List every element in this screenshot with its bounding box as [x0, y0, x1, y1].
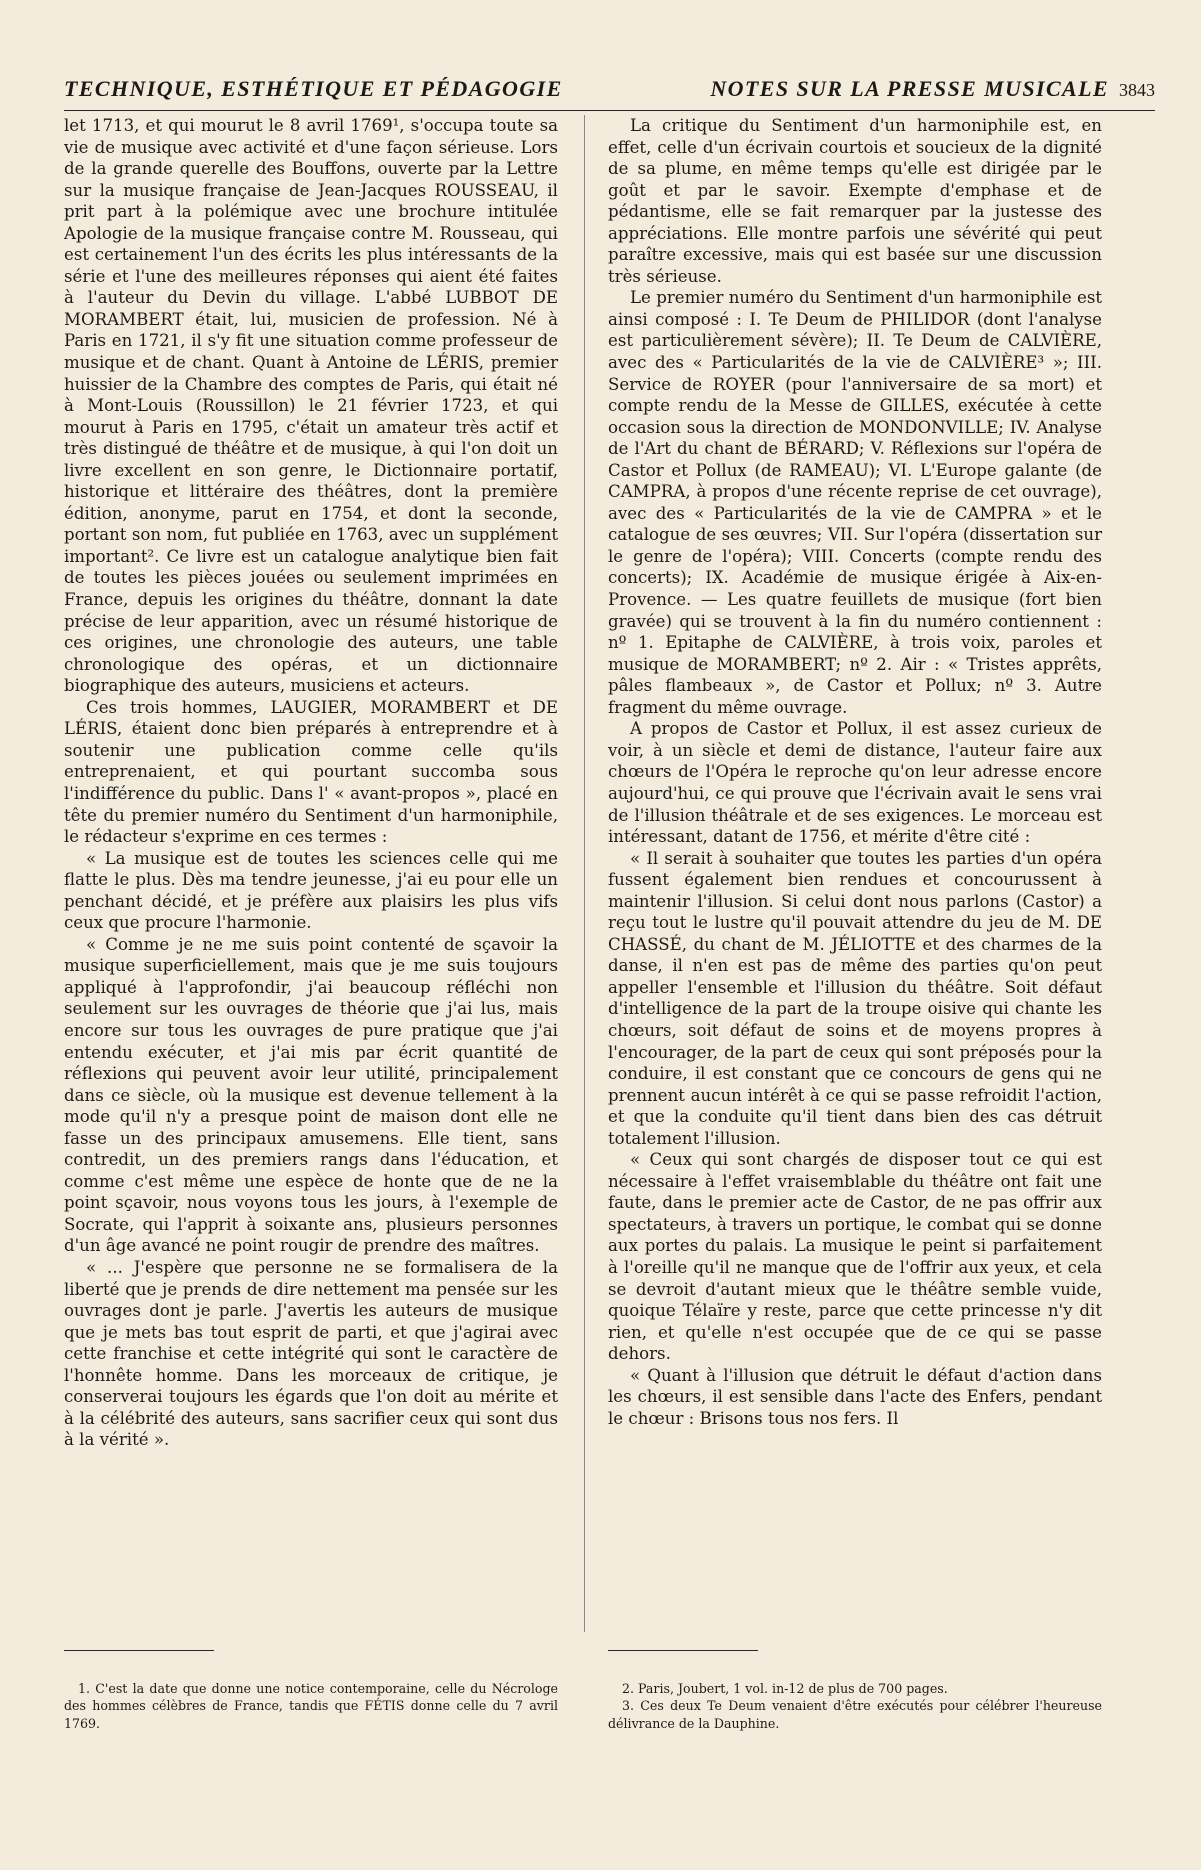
paragraph: A propos de Castor et Pollux, il est assez curieux de voir, à un siècle et demi de distance, l'auteur faire aux chœurs de l'Opéra le reproche qu'on leur adresse encore aujourd'hui, ce qui prouve que l'écrivain avait le sens vrai de l'illusion théâtrale et de ses exigences. Le morceau est intéressant, datant de 1756, et mérite d'être cité : [608, 719, 1102, 847]
header-rule [64, 110, 1155, 111]
running-header [64, 76, 1155, 108]
running-title-right-text: NOTES SUR LA PRESSE MUSICALE [710, 76, 1109, 101]
footnote-rule-right [608, 1650, 758, 1651]
page-number: 3843 [1119, 80, 1155, 100]
footnote: 3. Ces deux Te Deum venaient d'être exécutés pour célébrer l'heureuse délivrance de la Dauphine. [608, 1698, 1102, 1731]
quote-paragraph: « La musique est de toutes les sciences celle qui me flatte le plus. Dès ma tendre jeunesse, j'ai eu pour elle un penchant décidé, et je préfère aux plaisirs les plus vifs ceux que procure l'harmonie. [64, 848, 558, 933]
footnote-rule-left [64, 1650, 214, 1651]
quote-paragraph: « Quant à l'illusion que détruit le défaut d'action dans les chœurs, il est sensible dans l'acte des Enfers, pendant le chœur : Brisons tous nos fers. Il [608, 1365, 1102, 1428]
paragraph: Le premier numéro du Sentiment d'un harmoniphile est ainsi composé : I. Te Deum de PHILIDOR (dont l'analyse est particulièrement sévère); II. Te Deum de CALVIÈRE, avec des « Particularités de la vie de CALVIÈRE³ »; III. Service de ROYER (pour l'anniversaire de sa mort) et compte rendu de la Messe de GILLES, exécutée à cette occasion sous la direction de MONDONVILLE; IV. Analyse de l'Art du chant de BÉRARD; V. Réflexions sur l'opéra de Castor et Pollux (de RAMEAU); VI. L'Europe galante (de CAMPRA, à propos d'une récente reprise de cet ouvrage), avec des « Particularités de la vie de CAMPRA » et le catalogue de ses œuvres; VII. Sur l'opéra (dissertation sur le genre de l'opéra); VIII. Concerts (compte rendu des concerts); IX. Académie de musique érigée à Aix-en-Provence. — Les quatre feuillets de musique (fort bien gravée) qui se trouvent à la fin du numéro contiennent : nº 1. Epitaphe de CALVIÈRE, à trois voix, paroles et musique de MORAMBERT; nº 2. Air : « Tristes apprêts, pâles flambeaux », de Castor et Pollux; nº 3. Autre fragment du même ouvrage. [608, 288, 1102, 717]
left-column [64, 115, 558, 1451]
footnote: 2. Paris, Joubert, 1 vol. in-12 de plus de 700 pages. [622, 1681, 948, 1696]
paragraph: Ces trois hommes, LAUGIER, MORAMBERT et DE LÉRIS, étaient donc bien préparés à entreprendre et à soutenir une publication comme celle qu'ils entreprenaient, et qui pourtant succomba sous l'indifférence du public. Dans l' « avant-propos », placé en tête du premier numéro du Sentiment d'un harmoniphile, le rédacteur s'exprime en ces termes : [64, 697, 558, 847]
footnotes-left [64, 1680, 558, 1732]
quote-paragraph: « Il serait à souhaiter que toutes les parties d'un opéra fussent également bien rendues et concourussent à maintenir l'illusion. Si celui dont nous parlons (Castor) a reçu tout le lustre qu'il pouvait attendre du jeu de M. DE CHASSÉ, du chant de M. JÉLIOTTE et des charmes de la danse, il n'en est pas de même des parties qu'on peut appeller l'ensemble et l'illusion du théâtre. Soit défaut d'intelligence de la part de la troupe oisive qui chante les chœurs, soit défaut de soins et de moyens propres à l'encourager, de la part de ceux qui sont préposés pour la conduire, il est constant que ce concours de gens qui ne prennent aucun intérêt à ce qui se passe refroidit l'action, et que la conduite qu'il tient dans bien des cas détruit totalement l'illusion. [608, 848, 1102, 1148]
right-column [608, 115, 1102, 1429]
running-title-left: TECHNIQUE, ESTHÉTIQUE ET PÉDAGOGIE [64, 76, 563, 101]
quote-paragraph: « Ceux qui sont chargés de disposer tout ce qui est nécessaire à l'effet vraisemblable du théâtre ont fait une faute, dans le premier acte de Castor, de ne pas offrir aux spectateurs, à travers un portique, le combat qui se donne aux portes du palais. La musique le peint si parfaitement à l'oreille qu'il ne manque que de l'offrir aux yeux, et cela se devroit d'autant mieux que le théâtre semble vuide, quoique Télaïre y reste, parce que cette princesse n'y dit rien, et qu'elle n'est occupée que de ce qui se passe dehors. [608, 1150, 1102, 1364]
quote-paragraph: « Comme je ne me suis point contenté de sçavoir la musique superficiellement, mais que je me suis toujours appliqué à l'approfondir, j'ai beaucoup réfléchi non seulement sur les ouvrages de théorie que j'ai lus, mais encore sur tous les ouvrages de pure pratique que j'ai entendu exécuter, et j'ai mis par écrit quantité de réflexions qui peuvent avoir leur utilité, principalement dans ce siècle, où la musique est devenue tellement à la mode qu'il n'y a presque point de maison dont elle ne fasse un des principaux amusemens. Elle tient, sans contredit, un des premiers rangs dans l'éducation, et comme c'est même une espèce de honte que de ne la point sçavoir, nous voyons tous les jours, à l'exemple de Socrate, qui l'apprit à soixante ans, plusieurs personnes d'un âge avancé ne point rougir de prendre des maîtres. [64, 934, 558, 1256]
quote-paragraph: « ... J'espère que personne ne se formalisera de la liberté que je prends de dire nettement ma pensée sur les ouvrages dont je parle. J'avertis les auteurs de musique que je mets bas tout esprit de parti, et que j'agirai avec cette franchise et cette intégrité qui sont le caractère de l'honnête homme. Dans les morceaux de critique, je conserverai toujours les égards que l'on doit au mérite et à la célébrité des auteurs, sans sacrifier ceux qui sont dus à la vérité ». [64, 1257, 558, 1450]
column-separator [584, 115, 585, 1632]
footnotes-right [608, 1680, 1102, 1732]
paragraph: let 1713, et qui mourut le 8 avril 1769¹, s'occupa toute sa vie de musique avec activité et d'une façon sérieuse. Lors de la grande querelle des Bouffons, ouverte par la Lettre sur la musique française de Jean-Jacques ROUSSEAU, il prit part à la polémique avec une brochure intitulée Apologie de la musique française contre M. Rousseau, qui est certainement l'un des écrits les plus intéressants de la série et l'une des meilleures réponses qui aient été faites à l'auteur du Devin du village. L'abbé LUBBOT DE MORAMBERT était, lui, musicien de profession. Né à Paris en 1721, il s'y fit une situation comme professeur de musique et de chant. Quant à Antoine de LÉRIS, premier huissier de la Chambre des comptes de Paris, qui était né à Mont-Louis (Roussillon) le 21 février 1723, et qui mourut à Paris en 1795, c'était un amateur très actif et très distingué de théâtre et de musique, à qui l'on doit un livre excellent en son genre, le Dictionnaire portatif, historique et littéraire des théâtres, dont la première édition, anonyme, parut en 1754, et dont la seconde, portant son nom, fut publiée en 1763, avec un supplément important². Ce livre est un catalogue analytique bien fait de toutes les pièces jouées ou seulement imprimées en France, depuis les origines du théâtre, donnant la date précise de leur apparition, avec un résumé historique de ces origines, une chronologie des auteurs, une table chronologique des opéras, et un dictionnaire biographique des auteurs, musiciens et acteurs. [64, 116, 558, 696]
paragraph: La critique du Sentiment d'un harmoniphile est, en effet, celle d'un écrivain courtois et soucieux de la dignité de sa plume, en même temps qu'elle est dirigée par le goût et par le savoir. Exempte d'emphase et de pédantisme, elle se fait remarquer par la justesse des appréciations. Elle montre parfois une sévérité qui peut paraître excessive, mais qui est basée sur une discussion très sérieuse. [608, 116, 1102, 286]
running-title-right [710, 76, 1155, 102]
footnote: 1. C'est la date que donne une notice contemporaine, celle du Nécrologe des hommes célèbres de France, tandis que FÉTIS donne celle du 7 avril 1769. [64, 1681, 558, 1731]
